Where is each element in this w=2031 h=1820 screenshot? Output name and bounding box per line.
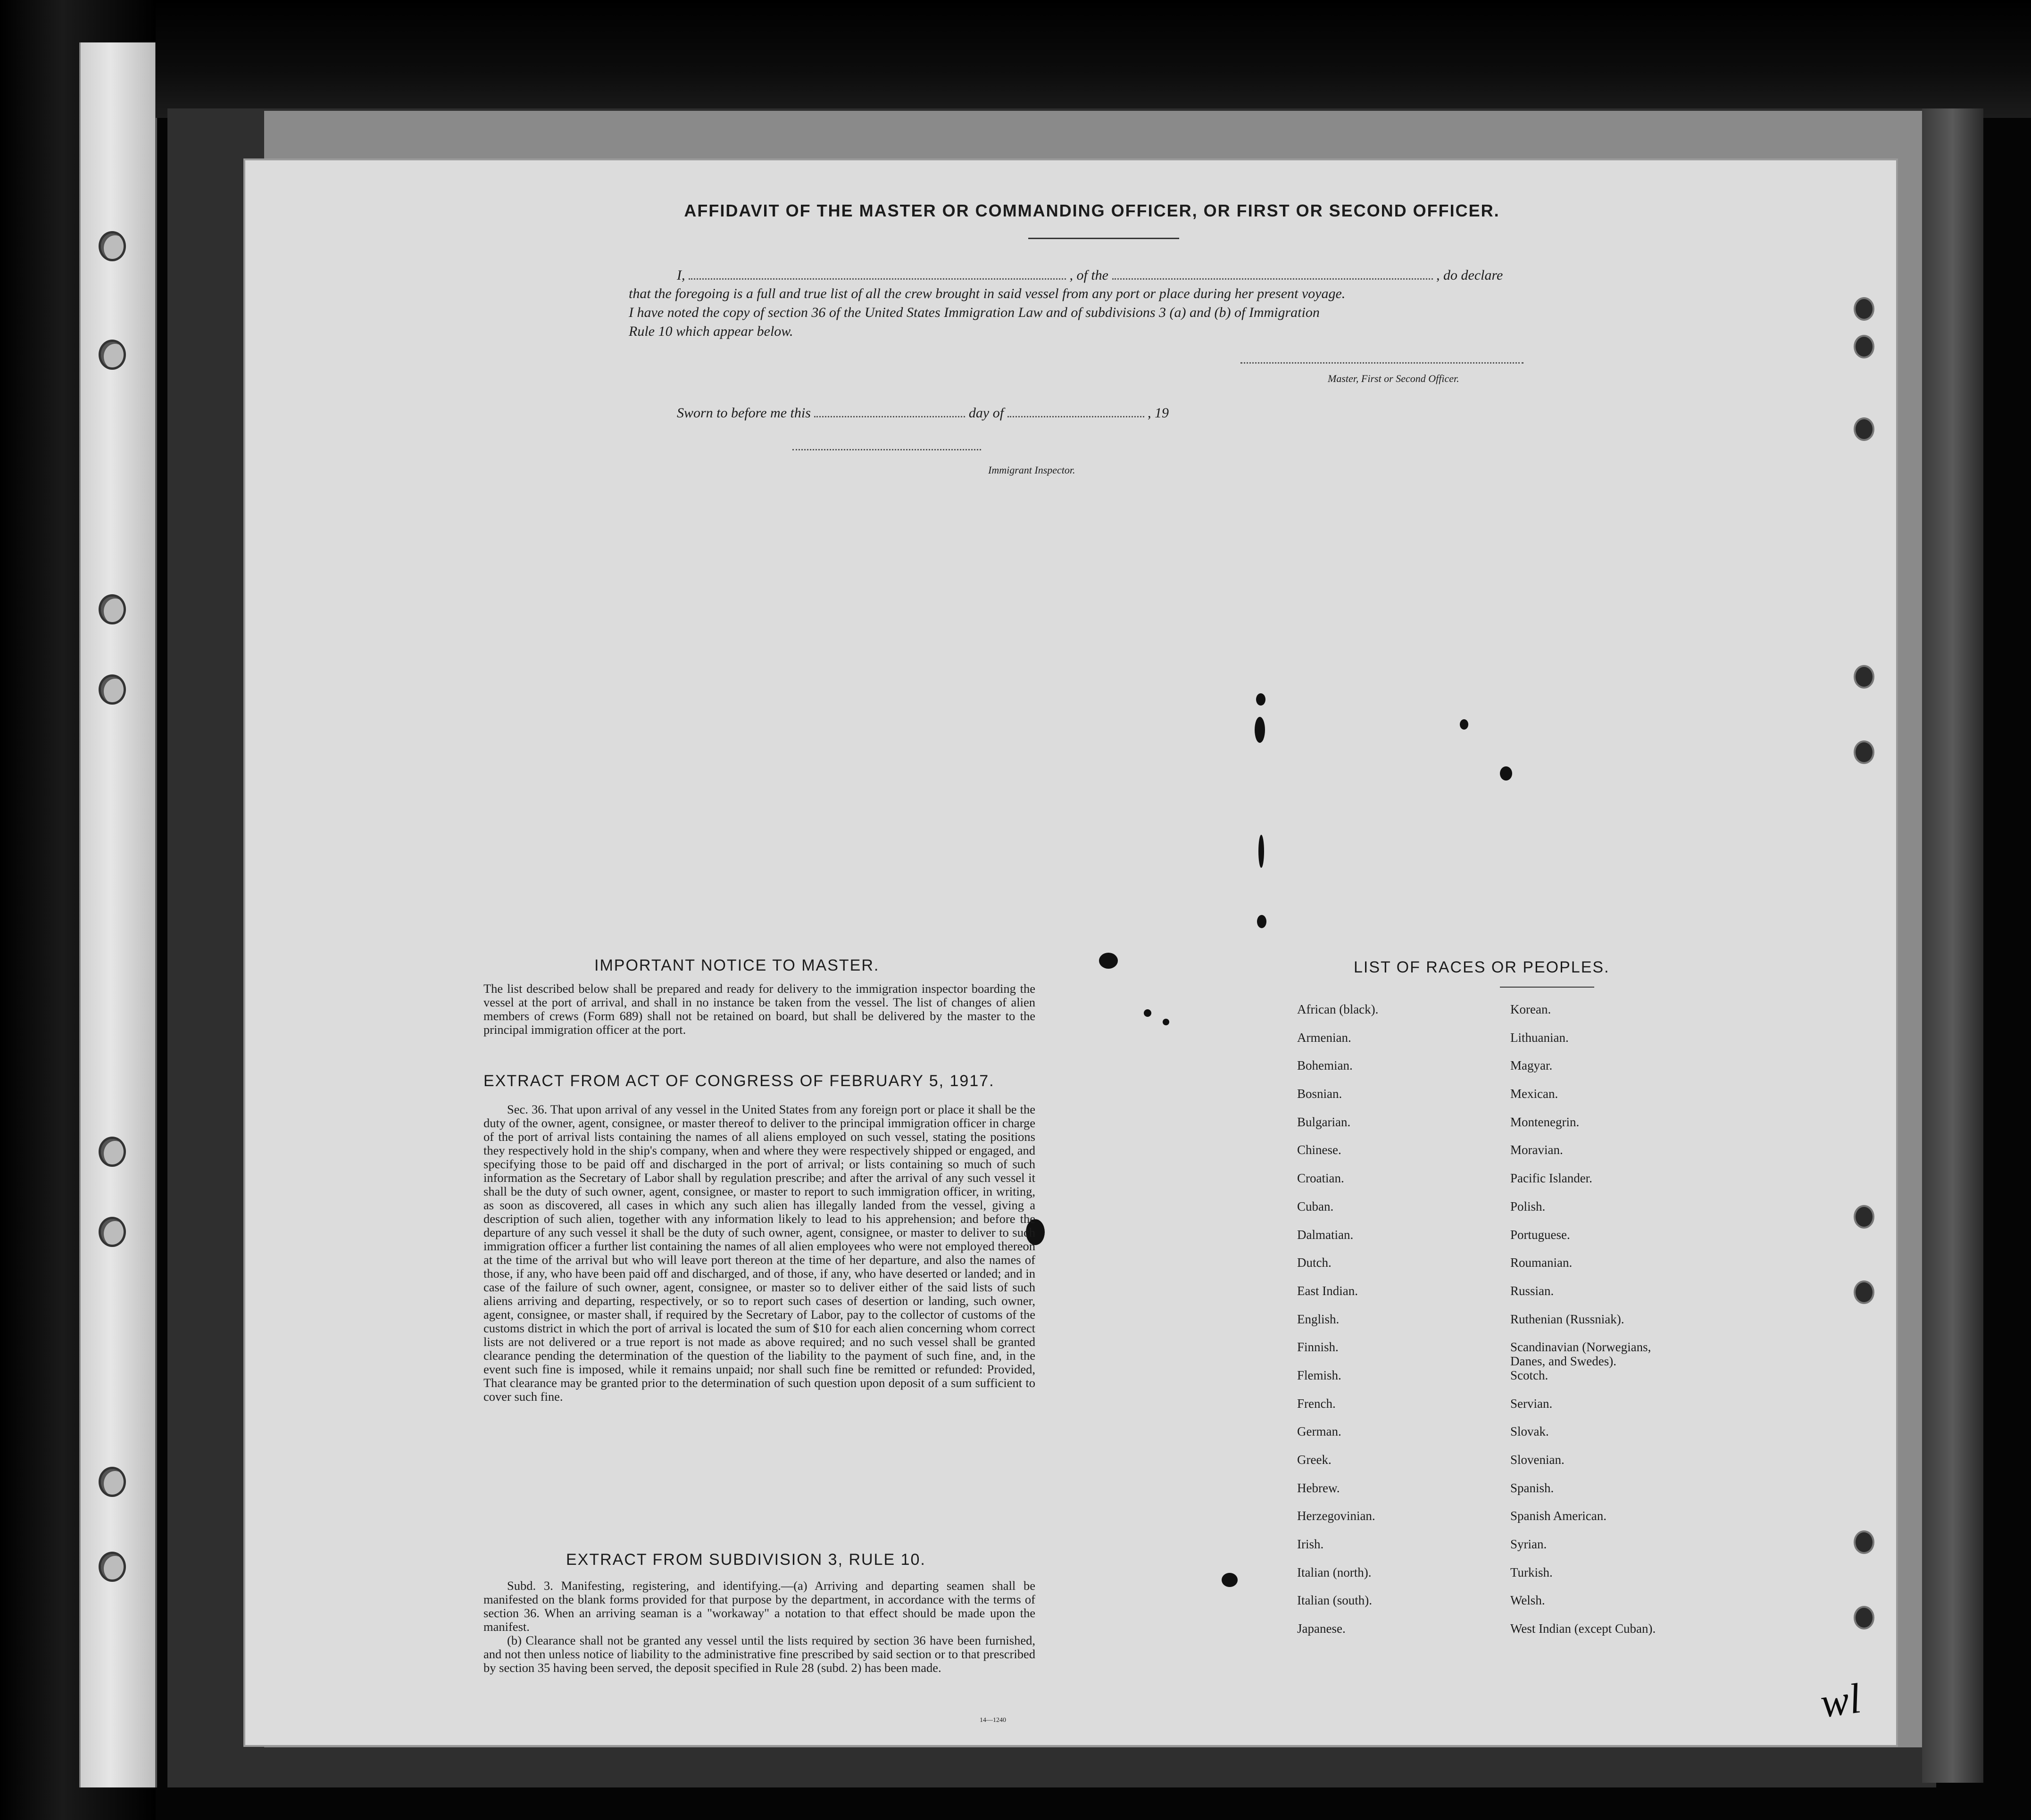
punch-hole — [1854, 740, 1874, 764]
race-item: Bohemian. — [1297, 1058, 1353, 1073]
declare-label: , do declare — [1436, 267, 1503, 283]
races-title: LIST OF RACES OR PEOPLES. — [1354, 958, 1610, 976]
ink-blot — [1163, 1019, 1169, 1025]
master-signature-line — [1240, 362, 1523, 364]
title-rule — [1028, 238, 1179, 239]
sworn-month-blank — [1007, 405, 1144, 417]
binding-hole — [99, 1217, 126, 1247]
binding-hole — [99, 1552, 126, 1582]
affidavit-line-2: that the foregoing is a full and true list of all the crew brought in said vessel from any port or place during her present voyage. — [629, 286, 1346, 301]
form-number: 14—1240 — [980, 1717, 1006, 1724]
sworn-day-blank — [814, 405, 965, 417]
race-item: Irish. — [1297, 1537, 1324, 1552]
ink-blot — [1144, 1009, 1151, 1017]
race-item: Dutch. — [1297, 1255, 1332, 1270]
race-item: Pacific Islander. — [1510, 1171, 1592, 1186]
binding-hole — [99, 231, 126, 261]
race-item: Syrian. — [1510, 1537, 1547, 1552]
handwritten-initials: wl — [1817, 1675, 1864, 1727]
race-item: Roumanian. — [1510, 1255, 1573, 1270]
race-item: West Indian (except Cuban). — [1510, 1621, 1656, 1636]
races-list-left — [1297, 1002, 1378, 1650]
document-page — [245, 160, 1896, 1745]
ink-blot — [1257, 915, 1266, 928]
punch-hole — [1854, 1606, 1874, 1629]
race-item: African (black). — [1297, 1002, 1379, 1016]
race-item: Mexican. — [1510, 1087, 1558, 1101]
sworn-label: Sworn to before me this — [677, 405, 811, 421]
ink-blot — [1099, 953, 1118, 969]
race-item: Ruthenian (Russniak). — [1510, 1312, 1624, 1326]
race-item: Servian. — [1510, 1396, 1553, 1411]
extract-rule-title: EXTRACT FROM SUBDIVISION 3, RULE 10. — [566, 1551, 926, 1569]
race-item: Slovak. — [1510, 1424, 1549, 1439]
affidavit-declaration-line — [677, 267, 1503, 283]
ink-blot — [1256, 693, 1265, 706]
ink-blot — [1255, 717, 1265, 743]
race-item: Croatian. — [1297, 1171, 1344, 1186]
binding-hole — [99, 1137, 126, 1167]
race-item: Welsh. — [1510, 1593, 1545, 1608]
punch-hole — [1854, 297, 1874, 321]
race-item: Greek. — [1297, 1453, 1332, 1467]
day-of-label: day of — [968, 405, 1004, 421]
race-item: Montenegrin. — [1510, 1114, 1580, 1129]
inspector-signature-line — [792, 449, 981, 450]
punch-hole — [1854, 335, 1874, 358]
punch-hole — [1854, 1530, 1874, 1554]
punch-hole — [1854, 665, 1874, 689]
ink-blot — [1500, 766, 1512, 781]
extract-rule-para-a: Subd. 3. Manifesting, registering, and identifying.—(a) Arriving and departing seamen shall be manifested on the blank forms provided for that purpose by the department, in accordance with the terms of section 36. When an arriving seaman is a "workaway" a notation to that effect should be made upon the manifest. — [483, 1579, 1035, 1634]
affidavit-title: AFFIDAVIT OF THE MASTER OR COMMANDING OFFICER, OR FIRST OR SECOND OFFICER. — [684, 201, 1500, 220]
race-item: East Indian. — [1297, 1283, 1358, 1298]
master-signature-label: Master, First or Second Officer. — [1328, 373, 1459, 384]
race-item: Turkish. — [1510, 1565, 1553, 1579]
race-item: Finnish. — [1297, 1340, 1339, 1355]
races-title-rule — [1500, 987, 1594, 988]
vessel-label: , of the — [1069, 267, 1108, 283]
year-label: , 19 — [1148, 405, 1169, 421]
race-item: Armenian. — [1297, 1030, 1351, 1045]
race-item: Lithuanian. — [1510, 1030, 1569, 1045]
race-item: Cuban. — [1297, 1199, 1334, 1213]
race-item: Flemish. — [1297, 1368, 1341, 1382]
declarant-label: I, — [677, 267, 685, 283]
race-item: Moravian. — [1510, 1143, 1563, 1157]
extract-rule-para-b: (b) Clearance shall not be granted any vessel until the lists required by section 36 have been furnished, and not then unless notice of liability to the administrative fine prescribed by said section or to that prescribed by section 35 having been served, the deposit specified in Rule 28 (subd. 2) has been made. — [483, 1633, 1035, 1675]
race-item: Hebrew. — [1297, 1480, 1340, 1495]
race-item: Spanish American. — [1510, 1509, 1606, 1523]
inspector-signature-label: Immigrant Inspector. — [988, 464, 1075, 476]
punch-hole — [1854, 1205, 1874, 1229]
ink-blot — [1460, 719, 1468, 730]
race-item: Spanish. — [1510, 1480, 1554, 1495]
race-item: Korean. — [1510, 1002, 1551, 1016]
race-item: Bulgarian. — [1297, 1114, 1351, 1129]
race-item: English. — [1297, 1312, 1340, 1326]
race-item: Russian. — [1510, 1283, 1554, 1298]
affidavit-line-3: I have noted the copy of section 36 of the United States Immigration Law and of subdivisions 3 (a) and (b) of Immigration — [629, 305, 1320, 320]
notice-body: The list described below shall be prepared and ready for delivery to the immigration inspector boarding the vessel at the port of arrival, and shall in no instance be taken from the vessel. The list of changes of alien members of crews (Form 689) shall not be retained on board, but shall be delivered by the master to the principal immigration officer at the port. — [483, 981, 1035, 1037]
race-item: Italian (south). — [1297, 1593, 1372, 1608]
race-item: French. — [1297, 1396, 1336, 1411]
affidavit-line-4: Rule 10 which appear below. — [629, 324, 793, 339]
film-edge-top — [156, 0, 2031, 118]
punch-hole — [1854, 417, 1874, 441]
race-item: German. — [1297, 1424, 1341, 1439]
punch-hole — [1854, 1280, 1874, 1304]
race-item: Chinese. — [1297, 1143, 1341, 1157]
binding-hole — [99, 674, 126, 705]
race-item: Bosnian. — [1297, 1087, 1342, 1101]
race-item: Polish. — [1510, 1199, 1546, 1213]
name-blank — [689, 267, 1066, 280]
binding-hole — [99, 594, 126, 624]
vessel-blank — [1112, 267, 1433, 280]
ink-blot — [1222, 1573, 1238, 1587]
binding-hole — [99, 340, 126, 370]
race-item: Scotch. — [1510, 1368, 1548, 1382]
race-item: Dalmatian. — [1297, 1227, 1354, 1242]
extract-act-title: EXTRACT FROM ACT OF CONGRESS OF FEBRUARY 5, 1917. — [483, 1072, 995, 1090]
races-list-right — [1510, 1002, 1656, 1650]
binding-hole — [99, 1467, 126, 1497]
notice-title: IMPORTANT NOTICE TO MASTER. — [594, 956, 880, 974]
race-item: Scandinavian (Norwegians, Danes, and Swedes). — [1510, 1340, 1651, 1369]
race-item: Herzegovinian. — [1297, 1509, 1375, 1523]
race-item: Portuguese. — [1510, 1227, 1570, 1242]
race-item: Italian (north). — [1297, 1565, 1372, 1579]
race-item: Magyar. — [1510, 1058, 1553, 1073]
race-item: Slovenian. — [1510, 1453, 1565, 1467]
race-item: Japanese. — [1297, 1621, 1346, 1636]
ink-blot — [1258, 835, 1264, 868]
sworn-line — [677, 405, 1169, 421]
extract-act-body: Sec. 36. That upon arrival of any vessel in the United States from any foreign port or place it shall be the duty of the owner, agent, consignee, or master thereof to deliver to the principal immigration officer in charge of the port of arrival lists containing the names of all aliens employed on such vessel, stating the positions they respectively hold in the ship's company, when and where they were respectively shipped or engaged, and specifying those to be paid off and discharged in the port of arrival; or lists containing so much of such information as the Secretary of Labor shall by regulation prescribe; and after the arrival of any such vessel it shall be the duty of such owner, agent, consignee, or master to report to such immigration officer, in writing, as soon as discovered, all cases in which any such alien has illegally landed from the vessel, giving a description of such alien, together with any information likely to lead to his apprehension; and before the departure of any such vessel it shall be the duty of such owner, agent, consignee, or master to deliver to such immigration officer a further list containing the names of all alien employees who were not employed thereon at the time of the arrival but who will leave port thereon at the time of her departure, and also the names of those, if any, who have been paid off and discharged, and of those, if any, who have deserted or landed; and in case of the failure of such owner, agent, consignee, or master so to deliver either of the said lists of such aliens arriving and departing, respectively, or so to report such cases of desertion or landing, such owner, agent, consignee, or master shall, if required by the Secretary of Labor, pay to the collector of customs of the customs district in which the port of arrival is located the sum of $10 for each alien concerning whom correct lists are not delivered or a true report is not made as above required; and no such vessel shall be granted clearance pending the determination of the question of the liability to the payment of such fine, and, in the event such fine is imposed, while it remains unpaid; nor shall such fine be remitted or refunded: Provided, That clearance may be granted prior to the determination of such question upon deposit of a sum sufficient to cover such fine. — [483, 1102, 1035, 1404]
binding-strip — [79, 42, 157, 1787]
film-edge-right — [1922, 108, 1983, 1783]
